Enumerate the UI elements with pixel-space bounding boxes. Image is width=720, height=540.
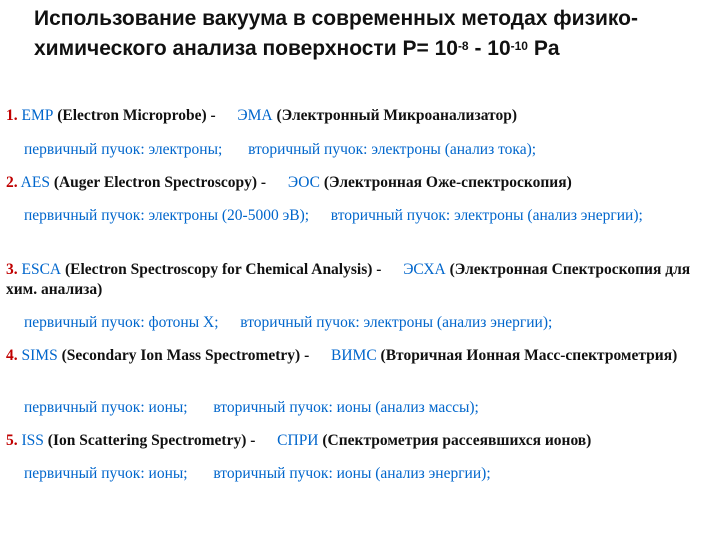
method-ru-abbr: ЭМА [237, 107, 273, 124]
secondary-beam-label: вторичный пучок [248, 141, 364, 158]
primary-beam-value: : ионы; [140, 465, 188, 482]
primary-beam-label: первичный пучок [24, 141, 141, 158]
secondary-beam-label: вторичный пучок [213, 399, 329, 416]
secondary-beam-label: вторичный пучок [240, 314, 356, 331]
exponent-1: -8 [457, 39, 469, 53]
title-text: химического анализа поверхности P= 10 [34, 37, 458, 60]
method-4-heading [6, 346, 714, 366]
secondary-beam-value: : ионы (анализ энергии); [328, 465, 491, 482]
method-ru-abbr: ВИМС [331, 347, 377, 364]
method-russian: (Спектрометрия рассеявшихся ионов) [318, 432, 592, 449]
secondary-beam-value: : электроны (анализ энергии); [355, 314, 553, 331]
method-number: 3. [6, 261, 18, 278]
method-3-beams [6, 314, 552, 332]
method-1-beams [6, 141, 536, 159]
secondary-beam-label: вторичный пучок [213, 465, 329, 482]
method-russian: (Вторичная Ионная Масс-спектрометрия) [376, 347, 678, 364]
method-russian: (Электронная Оже-спектроскопия) [319, 174, 572, 191]
method-abbr: ESCA [21, 261, 62, 278]
title-line-1: Использование вакуума в современных методах физико- [34, 7, 638, 30]
secondary-beam-value: : электроны (анализ энергии); [445, 207, 643, 224]
method-2-heading [6, 174, 572, 192]
method-russian: (Электронный Микроанализатор) [272, 107, 517, 124]
secondary-beam-value: : ионы (анализ массы); [328, 399, 479, 416]
method-number: 1. [6, 107, 18, 124]
method-english: (Secondary Ion Mass Spectrometry) - [57, 347, 314, 364]
method-2-beams [6, 206, 714, 226]
method-number: 2. [6, 174, 18, 191]
method-5-beams [6, 465, 491, 483]
method-abbr: AES [20, 174, 50, 191]
method-abbr: ISS [21, 432, 44, 449]
method-3-heading [6, 260, 714, 300]
title-range-dash: - 10 [468, 37, 511, 60]
method-abbr: SIMS [21, 347, 58, 364]
primary-beam-value: : электроны; [140, 141, 223, 158]
method-ru-abbr: СПРИ [277, 432, 319, 449]
primary-beam-value: : фотоны X; [140, 314, 219, 331]
exponent-2: -10 [510, 39, 528, 53]
method-5-heading [6, 432, 591, 450]
primary-beam-label: первичный пучок [24, 465, 141, 482]
method-number: 4. [6, 347, 18, 364]
primary-beam-label: первичный пучок [24, 314, 141, 331]
primary-beam-value: : электроны (20-5000 эВ); [140, 207, 310, 224]
page-title [34, 4, 714, 64]
method-english: (Auger Electron Spectroscopy) - [49, 174, 270, 191]
method-4-beams [6, 399, 479, 417]
method-english: (Electron Spectroscopy for Chemical Analysis) - [61, 261, 386, 278]
method-number: 5. [6, 432, 18, 449]
method-english: (Ion Scattering Spectrometry) - [43, 432, 260, 449]
secondary-beam-label: вторичный пучок [330, 207, 446, 224]
primary-beam-label: первичный пучок [24, 399, 141, 416]
method-english: (Electron Microprobe) - [53, 107, 220, 124]
method-1-heading [6, 107, 517, 125]
title-line-2 [34, 34, 714, 64]
method-ru-abbr: ЭОС [287, 174, 320, 191]
secondary-beam-value: : электроны (анализ тока); [363, 141, 537, 158]
method-ru-abbr: ЭСХА [403, 261, 446, 278]
method-russian: (Электронная Спектроскопия для хим. анализа) [6, 261, 691, 298]
primary-beam-value: : ионы; [140, 399, 188, 416]
title-unit: Pa [527, 37, 560, 60]
primary-beam-label: первичный пучок [24, 207, 141, 224]
method-abbr: EMP [21, 107, 54, 124]
